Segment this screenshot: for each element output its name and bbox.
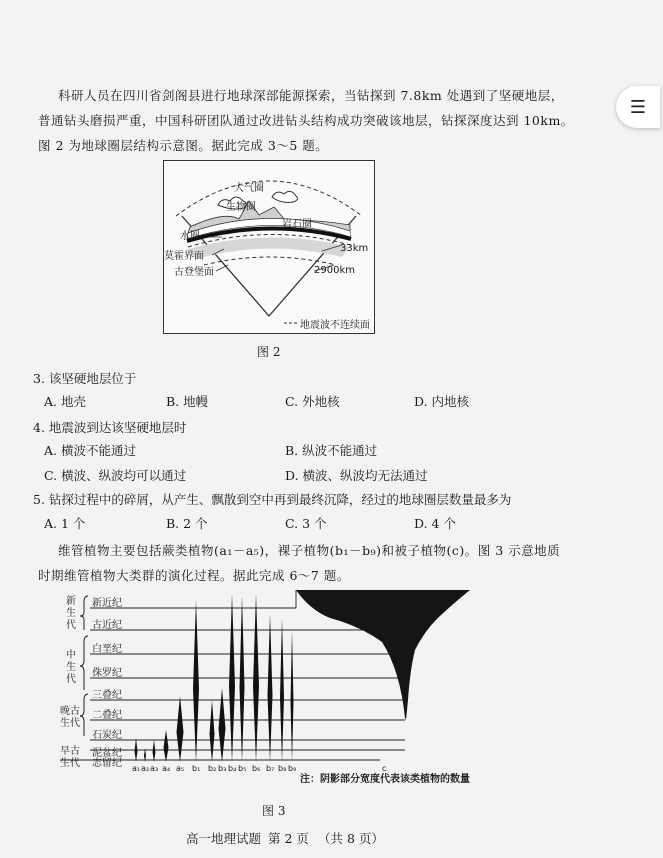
taxon-bar-8 [229,594,235,762]
intro1-line3: 图 2 为地球圈层结构示意图。据此完成 3～5 题。 [38,138,329,153]
intro2-line2: 时期维管植物大类群的演化过程。据此完成 6～7 题。 [38,568,350,583]
plant-evolution-chart [60,590,620,790]
period-permian: 二叠纪 [92,710,122,721]
label-gutenberg: 古登堡面 [174,267,214,278]
footer-title: 高一地理试题 [186,831,262,846]
era-early-paleozoic: 早古生代 [60,746,80,769]
taxon-label: a₁ [132,764,141,773]
period-silurian: 志留纪 [92,758,122,769]
taxon-label: b₇ [266,764,275,773]
intro1-line1: 科研人员在四川省剑阁县进行地球深部能源探索，当钻探到 7.8km 处遇到了坚硬地层， [58,88,564,103]
q4-option-d: D. 横波、纵波均无法通过 [285,468,428,483]
label-biosphere: 生物圈 [226,202,256,213]
taxon-label: b₂ [208,764,217,773]
intro2-line1: 维管植物主要包括蕨类植物(a₁－a₅)，裸子植物(b₁－b₉)和被子植物(c)。图 3 示意地质 [58,543,561,558]
period-cretaceous: 白垩纪 [92,644,122,655]
label-atmosphere: 大气圈 [234,183,264,194]
mantle-upper [188,237,350,259]
q3-option-a: A. 地壳 [44,394,86,409]
cloud-icon [272,191,297,202]
period-jurassic: 侏罗纪 [92,668,122,679]
era-mesozoic: 中生代 [66,650,76,685]
angiosperm-shape [296,590,470,720]
footer-total: （共 8 页） [318,831,384,846]
period-devonian: 泥盆纪 [92,748,122,759]
era-late-paleozoic: 晚古生代 [60,706,80,729]
taxon-bar-9 [240,596,245,762]
taxon-label: b₆ [252,764,261,773]
label-hydrosphere: 水圈 [180,231,200,242]
era-cenozoic: 新生代 [66,596,76,631]
q4-stem: 4. 地震波到达该坚硬地层时 [33,420,187,435]
taxon-label: b₉ [288,764,297,773]
q5-option-d: D. 4 个 [414,516,456,531]
hamburger-icon: ☰ [629,96,647,118]
period-neogene: 新近纪 [92,598,122,609]
q3-option-c: C. 外地核 [285,394,340,409]
q4-option-b: B. 纵波不能通过 [285,443,378,458]
taxon-label: a₅ [176,764,185,773]
period-carboniferous: 石炭纪 [92,730,122,741]
taxon-label: b₄ [228,764,237,773]
q4-option-c: C. 横波、纵波均可以通过 [44,468,187,483]
intro1-line2: 普通钻头磨损严重，中国科研团队通过改进钻头结构成功突破该地层，钻探深度达到 10km。 [38,113,574,128]
taxon-label: b₁ [192,764,201,773]
period-paleogene: 古近纪 [92,620,122,631]
q5-option-c: C. 3 个 [285,516,327,531]
menu-button[interactable] [616,86,660,128]
q4-option-a: A. 横波不能通过 [44,443,136,458]
label-depth-33: 33km [340,243,369,254]
figure-3 [60,590,620,790]
footer-page: 第 2 页 [268,831,309,846]
taxon-bar-3 [164,730,169,762]
taxon-bar-5 [193,600,199,762]
q5-option-a: A. 1 个 [44,516,86,531]
taxon-label: b₈ [278,764,287,773]
label-lithosphere: 岩石圈 [282,219,312,230]
q5-option-b: B. 2 个 [166,516,208,531]
taxon-bar-13 [291,630,294,762]
taxon-label: b₃ [218,764,227,773]
taxon-label: c [382,764,387,773]
taxon-bar-0 [135,738,138,762]
label-depth-2900: 2900km [314,265,355,276]
legend-label: 地震波不连续面 [300,320,370,331]
label-moho: 莫霍界面 [164,251,204,262]
q5-stem: 5. 钻探过程中的碎屑，从产生、飘散到空中再到最终沉降，经过的地球圈层数量最多为 [33,492,512,507]
q3-option-b: B. 地幔 [166,394,209,409]
q3-option-d: D. 内地核 [414,394,470,409]
taxon-bar-7 [219,688,226,762]
taxon-label: a₃ [150,764,159,773]
taxon-label: b₅ [238,764,247,773]
taxon-bar-4 [177,696,184,762]
taxon-label: a₄ [162,764,171,773]
taxon-bar-6 [210,700,215,762]
figure-2 [163,160,375,334]
taxon-bar-10 [253,594,259,762]
figure-3-note: 注：阴影部分宽度代表该类植物的数量 [300,774,470,785]
q3-stem: 3. 该坚硬地层位于 [33,371,137,386]
taxon-bar-2 [153,740,156,762]
figure-2-caption: 图 2 [257,345,281,359]
period-triassic: 三叠纪 [92,690,122,701]
taxon-label: a₂ [141,764,150,773]
figure-3-caption: 图 3 [262,804,286,818]
